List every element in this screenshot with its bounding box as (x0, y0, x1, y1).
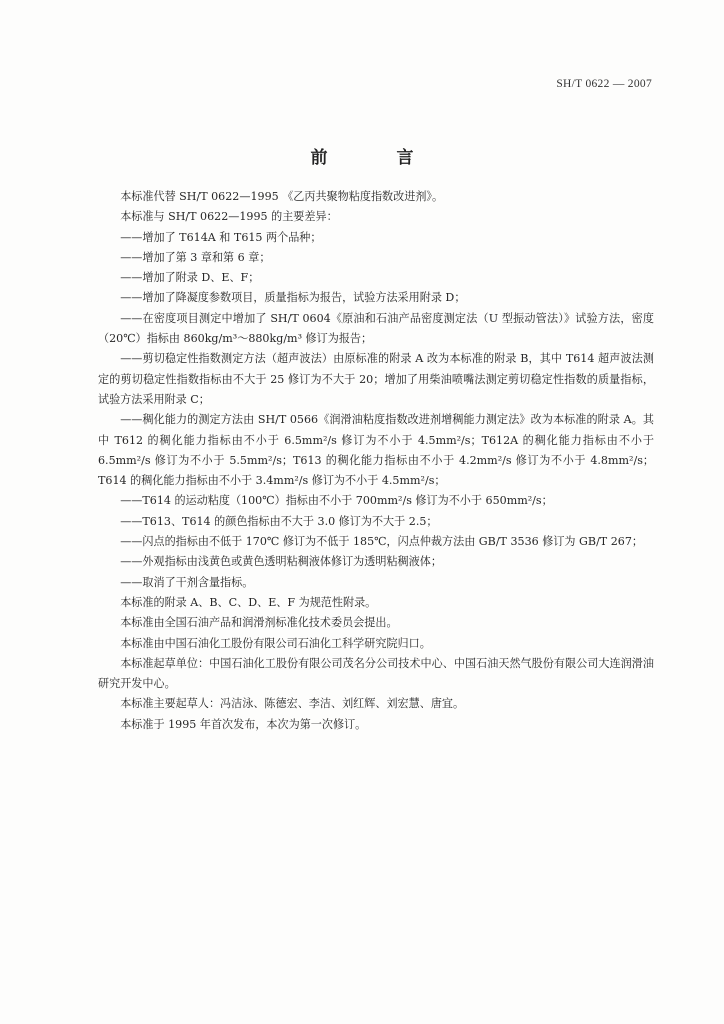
standard-code: SH/T 0622 — 2007 (556, 78, 652, 90)
paragraph: ——T614 的运动粘度（100℃）指标由不小于 700mm²/s 修订为不小于 650mm²/s； (120, 494, 553, 508)
foreword-body (98, 187, 654, 735)
paragraph: ——闪点的指标由不低于 170℃ 修订为不低于 185℃，闪点仲裁方法由 GB/T 3536 修订为 GB/T 267； (120, 535, 643, 549)
paragraph: ——T613、T614 的颜色指标由不大于 3.0 修订为不大于 2.5； (120, 514, 438, 528)
paragraph: 本标准与 SH/T 0622—1995 的主要差异： (120, 210, 338, 224)
paragraph: ——增加了 T614A 和 T615 两个品种； (120, 230, 322, 244)
paragraph: 本标准由中国石油化工股份有限公司石油化工科学研究院归口。 (120, 636, 431, 650)
paragraph: 本标准起草单位：中国石油化工股份有限公司茂名分公司技术中心、中国石油天然气股份有限公司大连润滑油研究开发中心。 (98, 656, 654, 691)
paragraph: 本标准的附录 A、B、C、D、E、F 为规范性附录。 (120, 595, 377, 609)
paragraph: 本标准由全国石油产品和润滑剂标准化技术委员会提出。 (120, 616, 398, 630)
paragraph: ——增加了降凝度参数项目，质量指标为报告，试验方法采用附录 D； (120, 291, 466, 305)
paragraph: ——增加了第 3 章和第 6 章； (120, 250, 271, 264)
paragraph: 本标准于 1995 年首次发布，本次为第一次修订。 (120, 717, 367, 731)
paragraph: ——稠化能力的测定方法由 SH/T 0566《润滑油粘度指数改进剂增稠能力测定法》改为本标准的附录 A。其中 T612 的稠化能力指标由不小于 6.5mm²/s 修订为不小于 4.5mm²/s；T612A 的稠化能力指标由不小于 6.5mm²/s 修订为不小于 5.5mm²/s；T613 的稠化能力指标由不小于 4.2mm²/s 修订为不小于 4.8mm²/s；T614 的稠化能力指标由不小于 3.4mm²/s 修订为不小于 4.5mm²/s； (98, 413, 654, 488)
paragraph: ——取消了干剂含量指标。 (120, 575, 254, 589)
paragraph: ——在密度项目测定中增加了 SH/T 0604《原油和石油产品密度测定法（U 型振动管法）》试验方法，密度（20℃）指标由 860kg/m³～880kg/m³ 修订为报告； (98, 311, 654, 346)
paragraph: ——剪切稳定性指数测定方法（超声波法）由原标准的附录 A 改为本标准的附录 B，其中 T614 超声波法测定的剪切稳定性指数指标由不大于 25 修订为不大于 20；增加了用柴油喷嘴法测定剪切稳定性指数的质量指标，试验方法采用附录 C； (98, 352, 654, 406)
paragraph: ——增加了附录 D、E、F； (120, 271, 260, 285)
paragraph: ——外观指标由浅黄色或黄色透明粘稠液体修订为透明粘稠液体； (120, 555, 442, 569)
page-title: 前 言 (310, 148, 440, 168)
paragraph: 本标准代替 SH/T 0622—1995 《乙丙共聚物粘度指数改进剂》。 (120, 190, 444, 203)
paragraph: 本标准主要起草人：冯洁泳、陈德宏、李洁、刘红辉、刘宏慧、唐宜。 (120, 697, 465, 711)
